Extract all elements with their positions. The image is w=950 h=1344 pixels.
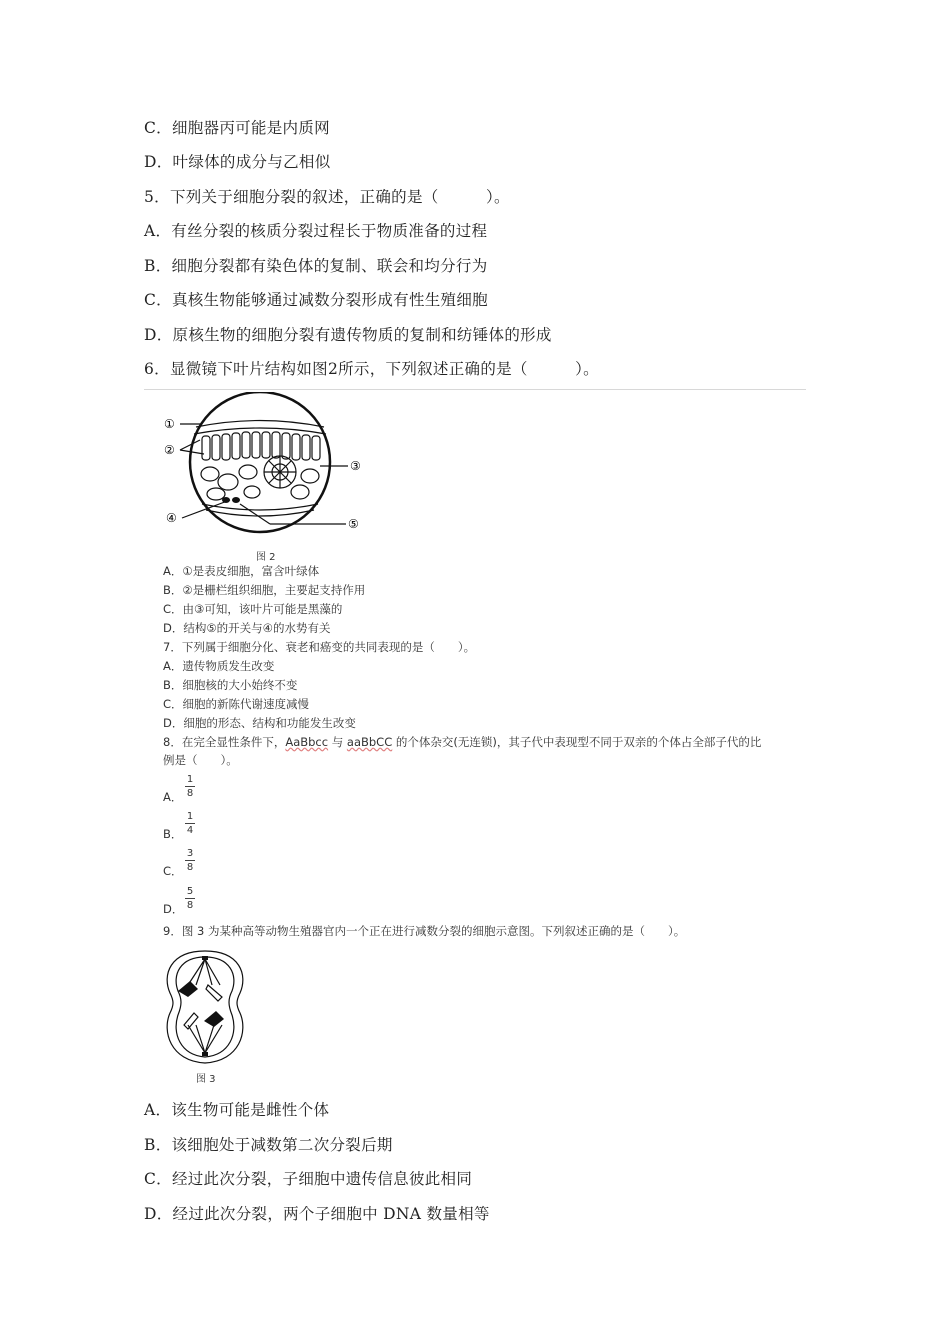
q8-option-d-label: D． (163, 902, 184, 916)
label-1: ① (164, 417, 175, 431)
q7-option-a: A．遗传物质发生改变 (163, 659, 275, 673)
label-4: ④ (166, 511, 177, 525)
divider (144, 389, 806, 390)
q5-option-a: A．有丝分裂的核质分裂过程长于物质准备的过程 (144, 222, 488, 240)
q9-option-d: D．经过此次分裂，两个子细胞中 DNA 数量相等 (144, 1205, 490, 1223)
q8-stem: 8．在完全显性条件下，AaBbcc 与 aaBbCC 的个体杂交(无连锁)，其子代中表现型不同于双亲的个体占全部子代的比 (163, 735, 762, 749)
figure3-caption: 图 3 (196, 1074, 216, 1085)
q7-stem: 7．下列属于细胞分化、衰老和癌变的共同表现的是（ ）。 (163, 640, 476, 654)
figure2-caption: 图 2 (256, 552, 276, 563)
q8-option-d-fraction: 5 8 (186, 886, 194, 911)
figure2-leaf-diagram (160, 392, 370, 552)
q9-option-c: C．经过此次分裂，子细胞中遗传信息彼此相同 (144, 1170, 473, 1188)
label-2: ② (164, 443, 175, 457)
q5-option-b: B．细胞分裂都有染色体的复制、联会和均分行为 (144, 257, 488, 275)
q4-option-d: D．叶绿体的成分与乙相似 (144, 153, 331, 171)
q8-stem-line2: 例是（ ）。 (163, 753, 238, 767)
label-3: ③ (350, 459, 361, 473)
q5-stem: 5．下列关于细胞分裂的叙述，正确的是（ ）。 (144, 188, 510, 206)
q9-option-a: A．该生物可能是雌性个体 (144, 1101, 330, 1119)
q7-option-d: D．细胞的形态、结构和功能发生改变 (163, 716, 356, 730)
q6-stem: 6．显微镜下叶片结构如图2所示，下列叙述正确的是（ ）。 (144, 360, 599, 378)
figure3-cell-diagram (160, 945, 250, 1070)
q8-option-b-fraction: 1 4 (186, 811, 194, 836)
label-5: ⑤ (348, 517, 359, 531)
q9-stem: 9．图 3 为某种高等动物生殖器官内一个正在进行减数分裂的细胞示意图。下列叙述正确的是（ ）。 (163, 924, 686, 938)
q6-option-d: D．结构⑤的开关与④的水势有关 (163, 621, 331, 635)
q8-option-b-label: B． (163, 827, 183, 841)
q8-option-a-label: A． (163, 790, 183, 804)
q5-option-d: D．原核生物的细胞分裂有遗传物质的复制和纺锤体的形成 (144, 326, 552, 344)
q6-option-a: A．①是表皮细胞，富含叶绿体 (163, 564, 320, 578)
q5-option-c: C．真核生物能够通过减数分裂形成有性生殖细胞 (144, 291, 488, 309)
q8-option-c-label: C． (163, 864, 183, 878)
q8-option-a-fraction: 1 8 (186, 774, 194, 799)
q9-option-b: B．该细胞处于减数第二次分裂后期 (144, 1136, 393, 1154)
q8-option-c-fraction: 3 8 (186, 848, 194, 873)
q6-option-b: B．②是栅栏组织细胞，主要起支持作用 (163, 583, 366, 597)
q7-option-c: C．细胞的新陈代谢速度减慢 (163, 697, 310, 711)
q7-option-b: B．细胞核的大小始终不变 (163, 678, 298, 692)
q6-option-c: C．由③可知，该叶片可能是黑藻的 (163, 602, 343, 616)
q4-option-c: C．细胞器丙可能是内质网 (144, 119, 330, 137)
